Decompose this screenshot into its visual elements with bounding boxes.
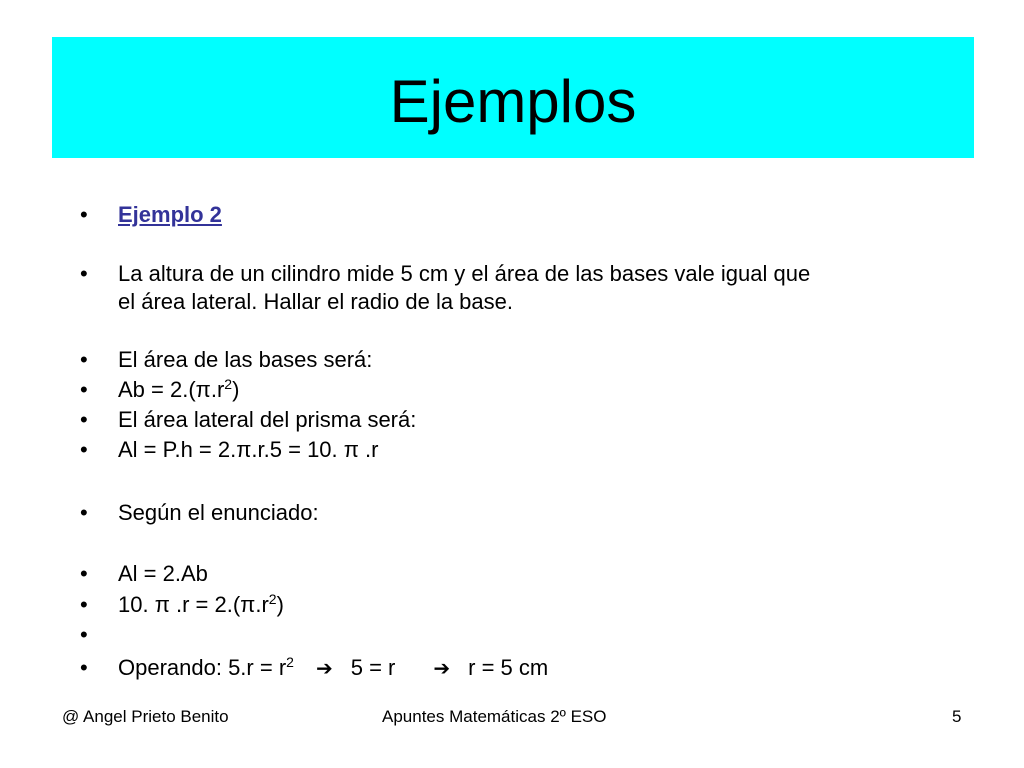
bullet: • — [80, 407, 88, 432]
operando-line — [118, 654, 548, 682]
bullet: • — [80, 500, 88, 525]
al-equation: Al = 2.Ab — [118, 561, 208, 586]
ab-formula — [118, 376, 239, 404]
problem-line-2: el área lateral. Hallar el radio de la base. — [118, 289, 514, 314]
segun-label: Según el enunciado: — [118, 500, 319, 525]
bullet: • — [80, 592, 88, 617]
footer-page-number: 5 — [952, 707, 962, 726]
al-formula: Al = P.h = 2.π.r.5 = 10. π .r — [118, 437, 379, 462]
bullet: • — [80, 347, 88, 372]
exponent: 2 — [268, 591, 277, 607]
bullet: • — [80, 622, 88, 647]
example-heading[interactable]: Ejemplo 2 — [118, 202, 222, 227]
step-3: r = 5 cm — [468, 655, 549, 680]
bullet: • — [80, 655, 88, 680]
close-paren: ) — [276, 592, 284, 617]
footer-course: Apuntes Matemáticas 2º ESO — [382, 707, 607, 726]
equation-2-text: 10. π .r = 2.(π.r — [118, 592, 269, 617]
operando-text: Operando: 5.r = r — [118, 655, 287, 680]
bullet: • — [80, 202, 88, 227]
step-2: 5 = r — [350, 655, 396, 680]
exponent: 2 — [286, 654, 294, 670]
arrow-right-icon: ➔ — [433, 656, 451, 680]
close-paren: ) — [232, 377, 240, 402]
bullet: • — [80, 377, 88, 402]
bullet: • — [80, 561, 88, 586]
slide-title: Ejemplos — [389, 67, 637, 135]
ab-formula-text: Ab = 2.(π.r — [118, 377, 225, 402]
arrow-right-icon: ➔ — [315, 656, 333, 680]
lateral-label: El área lateral del prisma será: — [118, 407, 417, 432]
bases-label: El área de las bases será: — [118, 347, 373, 372]
bullet: • — [80, 261, 88, 286]
footer-author: @ Angel Prieto Benito — [62, 707, 229, 726]
problem-line-1: La altura de un cilindro mide 5 cm y el área de las bases vale igual que — [118, 261, 811, 286]
bullet: • — [80, 437, 88, 462]
exponent: 2 — [224, 376, 233, 392]
equation-2 — [118, 591, 284, 619]
